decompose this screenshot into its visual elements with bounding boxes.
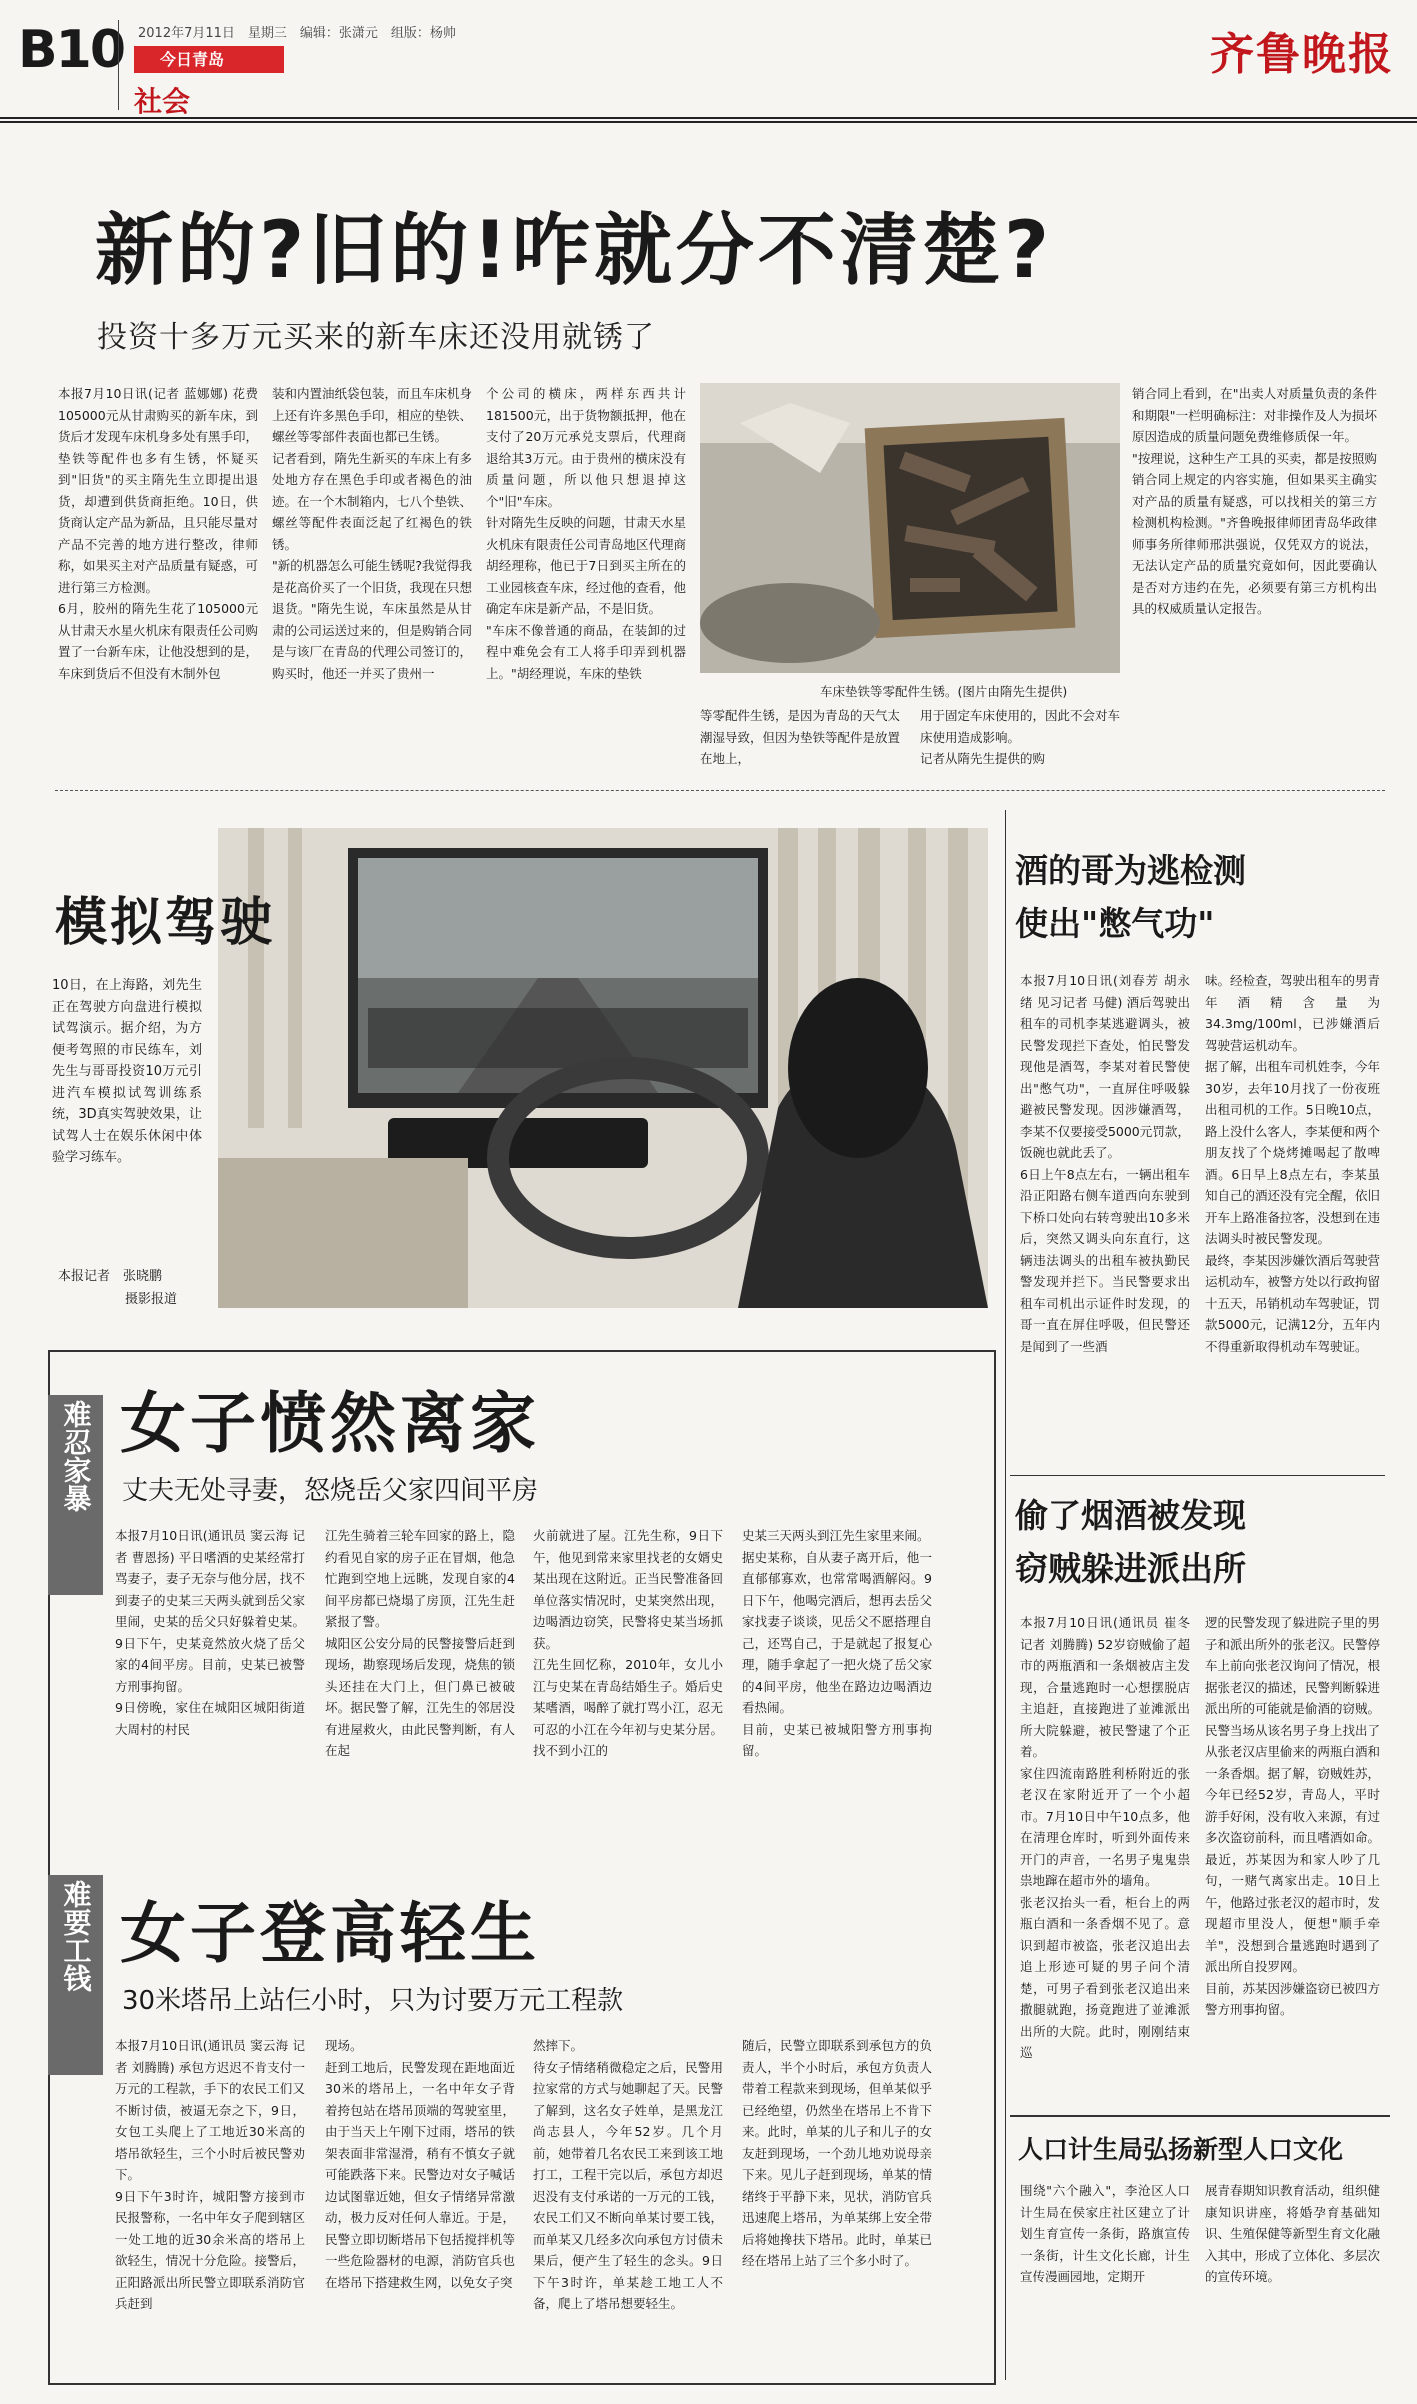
crane-column-3: 然摔下。 待女子情绪稍微稳定之后，民警用拉家常的方式与她聊起了天。民警了解到，这名女子姓单，是黑龙江尚志县人，今年52岁。几个月前，她带着几名农民工来到该工地打工，工程干完以后，承包方却迟迟没有支付承诺的一万元的工钱，农民工们又不断向单某讨要工钱，而单某又几经多次向承包方讨债未果后，便产生了轻生的念头。9日下午3时许，单某趁工地工人不备，爬上了塔吊想要轻生。 <box>533 2038 723 2311</box>
driving-title: 模拟驾驶 <box>55 892 276 953</box>
violence-column-3: 火前就进了屋。江先生称，9日下午，他见到常来家里找老的女婿史某出现在这附近。正当民警准备回单位落实情况时，史某突然出现，边喝酒边窃笑，民警将史某当场抓获。 江先生回忆称，2010年，女儿小江与史某在青岛结婚生子。婚后史某嗜酒，喝醉了就打骂小江，忍无可忍的小江在今年初与史某分居。找不到小江的 <box>533 1528 723 1758</box>
taxi-bottom-rule <box>1010 1475 1385 1476</box>
population-column-1: 围绕"六个融入"，李沧区人口计生局在侯家庄社区建立了计划生育宣传一条街，路旗宣传一条街，计生文化长廊，计生宣传漫画园地，定期开 <box>1020 2183 1190 2284</box>
page-number: B10 <box>18 20 124 80</box>
violence-side-tag <box>48 1395 103 1595</box>
taxi-headline-1: 酒的哥为逃检测 <box>1015 851 1246 890</box>
header-rule <box>0 117 1417 123</box>
section-title: 社会 <box>134 85 191 118</box>
theft-column-2: 逻的民警发现了躲进院子里的男子和派出所外的张老汉。民警停车上前向张老汉询问了情况，根据张老汉的描述，民警判断躲进派出所的可能就是偷酒的窃贼。 民警当场从该名男子身上找出了从张老汉店里偷来的两瓶白酒和一条香烟。据了解，窃贼姓苏，今年已经52岁，青岛人，平时游手好闲，没有收入来源，有过多次盗窃前科，而且嗜酒如命。最近，苏某因为和家人吵了几句，一赌气离家出走。10日上午，他路过张老汉的超市时，发现超市里没人，便想"顺手牵羊"，没想到合量逃跑时遇到了派出所自投罗网。 目前，苏某因涉嫌盗窃已被四方警方刑事拘留。 <box>1205 1615 1380 2017</box>
main-column-2: 装和内置油纸袋包装，而且车床机身上还有许多黑色手印，相应的垫铁、螺丝等零部件表面也都已生锈。 记者看到，隋先生新买的车床上有多处地方存在黑色手印或者褐色的油迹。在一个木制箱内，七八个垫铁、螺丝等配件表面泛起了红褐色的铁锈。 "新的机器怎么可能生锈呢?我觉得我是花高价买了一个旧货，我现在只想退货。"隋先生说，车床虽然是从甘肃的公司运送过来的，但是购销合同是与该厂在青岛的代理公司签订的，购买时，他还一并买了贵州一 <box>272 386 472 681</box>
section-divider <box>55 790 1385 791</box>
crane-subhead: 30米塔吊上站仨小时，只为讨要万元工程款 <box>122 1986 624 2016</box>
photo-caption: 车床垫铁等零配件生锈。(图片由隋先生提供) <box>820 684 1068 699</box>
main-column-6: 销合同上看到，在"出卖人对质量负责的条件和期限"一栏明确标注：对非操作及人为损坏原因造成的质量问题免费维修质保一年。 "按理说，这种生产工具的买卖，都是按照购销合同上规定的内容实施，但如果买主确实对产品的质量有疑惑，可以找相关的第三方检测机构检测。"齐鲁晚报律师团青岛华政律师事务所律师邢洪强说，仅凭双方的说法，无法认定产品的质量究竟如何，因此要确认是否对方违约在先，必须要有第三方机构出具的权威质量认定报告。 <box>1132 386 1377 616</box>
crane-column-2: 现场。 赶到工地后，民警发现在距地面近30米的塔吊上，一名中年女子背着挎包站在塔吊顶端的驾驶室里，由于当天上午刚下过雨，塔吊的铁架表面非常湿滑，稍有不慎女子就可能跌落下来。民警边对女子喊话边试图靠近她，但女子情绪异常激动，极力反对任何人靠近。于是，民警立即切断塔吊下包括搅拌机等一些危险器材的电源，消防官兵也在塔吊下搭建救生网，以免女子突 <box>325 2038 515 2290</box>
violence-column-4: 史某三天两头到江先生家里来闹。 据史某称，自从妻子离开后，他一直郁郁寡欢，也常常喝酒解闷。9日下午，他喝完酒后，想再去岳父家找妻子谈谈，见岳父不愿搭理自己，还骂自己，于是就起了报复心理，随手拿起了一把火烧了岳父家的4间平房，他坐在路边边喝酒边看热闹。 目前，史某已被城阳警方刑事拘留。 <box>742 1528 932 1758</box>
rusted-parts-illustration <box>700 383 1120 673</box>
population-top-rule <box>1010 2115 1390 2117</box>
lathe-parts-photo <box>700 383 1120 673</box>
crane-column-1: 本报7月10日讯(通讯员 窦云海 记者 刘腾腾) 承包方迟迟不肯支付一万元的工程款，手下的农民工们又不断讨债，被逼无奈之下，9日，女包工头爬上了工地近30米高的塔吊欲轻生，三个小时后被民警劝下。 9日下午3时许，城阳警方接到市民报警称，一名中年女子爬到辖区一处工地的近30余米高的塔吊上欲轻生，情况十分危险。接警后，正阳路派出所民警立即联系消防官兵赶到 <box>115 2038 305 2311</box>
theft-headline-1: 偷了烟酒被发现 <box>1015 1496 1246 1535</box>
violence-side-tag-label: 难忍家暴 <box>59 1400 93 1512</box>
date-line: 2012年7月11日 星期三 编辑：张潇元 组版：杨帅 <box>138 26 456 41</box>
violence-column-2: 江先生骑着三轮车回家的路上，隐约看见自家的房子正在冒烟，他急忙跑到空地上远眺，发现自家的4间平房都已烧塌了房顶，江先生赶紧报了警。 城阳区公安分局的民警接警后赶到现场，勘察现场后发现，烧焦的锁头还挂在大门上，但门鼻已被破坏。据民警了解，江先生的邻居没有进屋救火，由此民警判断，有人在起 <box>325 1528 515 1758</box>
driving-credit-2: 摄影报道 <box>125 1292 178 1307</box>
violence-subhead: 丈夫无处寻妻，怒烧岳父家四间平房 <box>122 1476 539 1506</box>
main-column-4: 等零配件生锈，是因为青岛的天气太潮湿导致，但因为垫铁等配件是放置在地上， <box>700 708 900 766</box>
crane-side-tag-label: 难要工钱 <box>59 1880 93 1992</box>
crane-column-4: 随后，民警立即联系到承包方的负责人，半个小时后，承包方负责人带着工程款来到现场，但单某似乎已经绝望，仍然坐在塔吊上不肯下来。此时，单某的儿子和儿子的女友赶到现场，一个劲儿地劝说母亲下来。见儿子赶到现场，单某的情绪终于平静下来，见状，消防官兵迅速爬上塔吊，为单某绑上安全带后将她搀扶下塔吊。此时，单某已经在塔吊上站了三个多小时了。 <box>742 2038 932 2268</box>
driving-body: 10日，在上海路，刘先生正在驾驶方向盘进行模拟试驾演示。据介绍，为方便考驾照的市民练车，刘先生与哥哥投资10万元引进汽车模拟试驾训练系统，3D真实驾驶效果，让试驾人士在娱乐休闲中体验学习练车。 <box>52 978 202 1165</box>
section-tag: 今日青岛 <box>134 46 284 73</box>
main-column-1: 本报7月10日讯(记者 蓝娜娜) 花费105000元从甘肃购买的新车床，到货后才发现车床机身多处有黑手印，垫铁等配件也多有生锈，怀疑买到"旧货"的买主隋先生立即提出退货，却遭到供货商拒绝。10日，供货商认定产品为新品，且只能尽量对产品不完善的地方进行整改，律师称，如果买主对产品质量有疑惑，可进行第三方检测。 6月，胶州的隋先生花了105000元从甘肃天水星火机床有限责任公司购置了一台新车床，让他没想到的是，车床到货后不但没有木制外包 <box>58 386 258 681</box>
header-divider <box>118 20 119 110</box>
main-subhead: 投资十多万元买来的新车床还没用就锈了 <box>97 320 655 355</box>
violence-column-1: 本报7月10日讯(通讯员 窦云海 记者 曹恩扬) 平日嗜酒的史某经常打骂妻子，妻子无奈与他分居，找不到妻子的史某三天两头就到岳父家里闹，史某的岳父只好躲着史某。9日下午，史某竟然放火烧了岳父家的4间平房。目前，史某已被警方刑事拘留。 9日傍晚，家住在城阳区城阳街道大周村的村民 <box>115 1528 305 1737</box>
theft-column-1: 本报7月10日讯(通讯员 崔冬 记者 刘腾腾) 52岁窃贼偷了超市的两瓶酒和一条烟被店主发现，合量逃跑时一心想摆脱店主追赶，直接跑进了並滩派出所大院躲避，被民警逮了个正着。 家住四流南路胜利桥附近的张老汉在家附近开了一个小超市。7月10日中午10点多，他在清理仓库时，听到外面传来开门的声音，一名男子鬼鬼祟祟地蹿在超市外的墙角。 张老汉抬头一看，柜台上的两瓶白酒和一条香烟不见了。意识到超市被盗，张老汉追出去追上形迹可疑的男子问个清楚，可男子看到张老汉追出来撒腿就跑，扬竟跑进了並滩派出所的大院。此时，刚刚结束巡 <box>1020 1615 1190 2060</box>
taxi-headline-2: 使出"憋气功" <box>1015 904 1215 943</box>
masthead-logo: 齐鲁晚报 <box>1210 29 1394 80</box>
main-column-3: 个公司的横床，两样东西共计181500元，出于货物额抵押，他在支付了20万元承兑支票后，代理商退给其3万元。由于贵州的横床没有质量问题，所以他只想退掉这个"旧"车床。 针对隋先生反映的问题，甘肃天水星火机床有限责任公司青岛地区代理商胡经理称，他已于7日到买主所在的工业园核查车床，经过他的查看，他确定车床是新产品，不是旧货。 "车床不像普通的商品，在装卸的过程中难免会有工人将手印弄到机器上。"胡经理说，车床的垫铁 <box>486 386 686 681</box>
theft-headline-2: 窃贼躲进派出所 <box>1015 1549 1246 1588</box>
population-headline: 人口计生局弘扬新型人口文化 <box>1018 2135 1344 2164</box>
taxi-column-2: 味。经检查，驾驶出租车的男青年酒精含量为34.3mg/100ml，已涉嫌酒后驾驶营运机动车。 据了解，出租车司机姓李，今年30岁，去年10月找了一份夜班出租司机的工作。5日晚10点，路上没什么客人，李某便和两个朋友找了个烧烤摊喝起了散啤酒。6日早上8点左右，李某虽知自己的酒还没有完全醒，依旧开车上路准备拉客，没想到在违法调头时被民警发现。 最终，李某因涉嫌饮酒后驾驶营运机动车，被警方处以行政拘留十五天，吊销机动车驾驶证，罚款5000元，记满12分，五年内不得重新取得机动车驾驶证。 <box>1205 973 1380 1354</box>
main-headline: 新的?旧的!咋就分不清楚? <box>95 206 1054 296</box>
right-column-rule <box>1005 810 1006 2380</box>
population-column-2: 展青春期知识教育活动，组织健康知识讲座，将婚孕育基础知识、生殖保健等新型生育文化融入其中，形成了立体化、多层次的宣传环境。 <box>1205 2183 1380 2284</box>
main-column-5: 用于固定车床使用的，因此不会对车床使用造成影响。 记者从隋先生提供的购 <box>920 708 1120 766</box>
violence-headline: 女子愤然离家 <box>120 1385 540 1462</box>
taxi-column-1: 本报7月10日讯(刘春芳 胡永绪 见习记者 马健) 酒后驾驶出租车的司机李某逃避调头，被民警发现拦下查处，怕民警发现他是酒驾，李某对着民警使出"憋气功"，一直屏住呼吸躲避被民警发现。因涉嫌酒驾，李某不仅要接受5000元罚款，饭碗也就此丢了。 6日上午8点左右，一辆出租车沿正阳路右侧车道西向东驶到下桥口处向右转弯驶出10多米后，突然又调头向东直行，这辆违法调头的出租车被执勤民警发现并拦下。当民警要求出租车司机出示证件时发现，的哥一直在屏住呼吸，但民警还是闻到了一些酒 <box>1020 973 1190 1354</box>
crane-side-tag <box>48 1875 103 2075</box>
crane-headline: 女子登高轻生 <box>120 1895 540 1972</box>
simulator-illustration <box>218 828 988 1308</box>
driving-simulator-photo <box>218 828 988 1308</box>
driving-credit: 本报记者 张晓鹏 <box>58 1269 163 1284</box>
